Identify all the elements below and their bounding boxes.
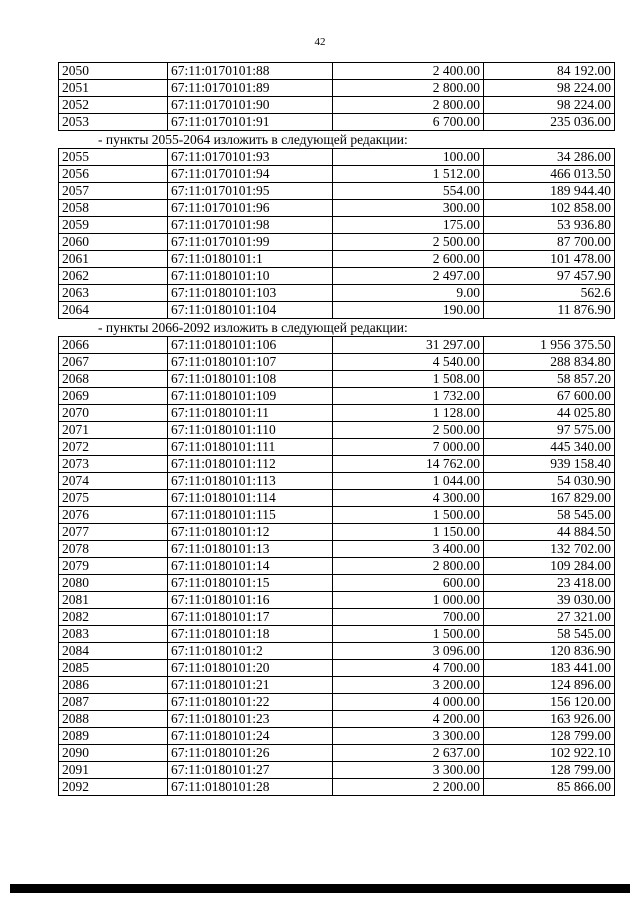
value-cell: 132 702.00: [484, 541, 615, 558]
cadastral-number-cell: 67:11:0180101:18: [168, 626, 333, 643]
value-cell: 54 030.90: [484, 473, 615, 490]
table-row: [59, 439, 615, 456]
table-row: [59, 422, 615, 439]
value-cell: 101 478.00: [484, 251, 615, 268]
table-row: [59, 779, 615, 796]
item-number-cell: 2087: [59, 694, 168, 711]
area-cell: 554.00: [333, 183, 484, 200]
item-number-cell: 2055: [59, 149, 168, 166]
cadastral-number-cell: 67:11:0180101:20: [168, 660, 333, 677]
item-number-cell: 2080: [59, 575, 168, 592]
item-number-cell: 2053: [59, 114, 168, 131]
value-cell: 120 836.90: [484, 643, 615, 660]
item-number-cell: 2059: [59, 217, 168, 234]
area-cell: 4 540.00: [333, 354, 484, 371]
cadastral-number-cell: 67:11:0180101:24: [168, 728, 333, 745]
cadastral-number-cell: 67:11:0180101:23: [168, 711, 333, 728]
value-cell: 163 926.00: [484, 711, 615, 728]
table-row: [59, 388, 615, 405]
item-number-cell: 2083: [59, 626, 168, 643]
value-cell: 128 799.00: [484, 728, 615, 745]
area-cell: 3 300.00: [333, 728, 484, 745]
item-number-cell: 2069: [59, 388, 168, 405]
cadastral-number-cell: 67:11:0180101:22: [168, 694, 333, 711]
cadastral-number-cell: 67:11:0170101:98: [168, 217, 333, 234]
item-number-cell: 2079: [59, 558, 168, 575]
area-cell: 4 700.00: [333, 660, 484, 677]
cadastral-number-cell: 67:11:0180101:26: [168, 745, 333, 762]
value-cell: 124 896.00: [484, 677, 615, 694]
cadastral-number-cell: 67:11:0180101:106: [168, 337, 333, 354]
item-number-cell: 2062: [59, 268, 168, 285]
value-cell: 58 857.20: [484, 371, 615, 388]
value-cell: 58 545.00: [484, 626, 615, 643]
table-row: [59, 200, 615, 217]
table-row: [59, 337, 615, 354]
value-cell: 1 956 375.50: [484, 337, 615, 354]
item-number-cell: 2092: [59, 779, 168, 796]
item-number-cell: 2060: [59, 234, 168, 251]
table-row: [59, 456, 615, 473]
area-cell: 2 497.00: [333, 268, 484, 285]
area-cell: 2 800.00: [333, 558, 484, 575]
table-row: [59, 592, 615, 609]
area-cell: 2 600.00: [333, 251, 484, 268]
area-cell: 14 762.00: [333, 456, 484, 473]
value-cell: 288 834.80: [484, 354, 615, 371]
cadastral-number-cell: 67:11:0170101:91: [168, 114, 333, 131]
value-cell: 97 575.00: [484, 422, 615, 439]
bottom-border-bar: [10, 884, 630, 893]
item-number-cell: 2072: [59, 439, 168, 456]
area-cell: 600.00: [333, 575, 484, 592]
value-cell: 44 884.50: [484, 524, 615, 541]
item-number-cell: 2056: [59, 166, 168, 183]
item-number-cell: 2091: [59, 762, 168, 779]
item-number-cell: 2077: [59, 524, 168, 541]
item-number-cell: 2075: [59, 490, 168, 507]
table-row: [59, 63, 615, 80]
item-number-cell: 2067: [59, 354, 168, 371]
value-cell: 84 192.00: [484, 63, 615, 80]
data-table: [58, 336, 615, 796]
cadastral-number-cell: 67:11:0180101:21: [168, 677, 333, 694]
cadastral-number-cell: 67:11:0180101:113: [168, 473, 333, 490]
area-cell: 3 200.00: [333, 677, 484, 694]
amendment-note: - пункты 2055-2064 изложить в следующей редакции:: [98, 132, 408, 147]
value-cell: 102 858.00: [484, 200, 615, 217]
area-cell: 1 044.00: [333, 473, 484, 490]
table-row: [59, 490, 615, 507]
value-cell: 235 036.00: [484, 114, 615, 131]
cadastral-number-cell: 67:11:0180101:114: [168, 490, 333, 507]
table-row: [59, 251, 615, 268]
value-cell: 53 936.80: [484, 217, 615, 234]
area-cell: 300.00: [333, 200, 484, 217]
item-number-cell: 2051: [59, 80, 168, 97]
table-row: [59, 405, 615, 422]
cadastral-number-cell: 67:11:0180101:10: [168, 268, 333, 285]
item-number-cell: 2081: [59, 592, 168, 609]
amendment-note: - пункты 2066-2092 изложить в следующей редакции:: [98, 320, 408, 335]
cadastral-number-cell: 67:11:0180101:2: [168, 643, 333, 660]
area-cell: 1 500.00: [333, 507, 484, 524]
area-cell: 2 800.00: [333, 97, 484, 114]
value-cell: 27 321.00: [484, 609, 615, 626]
table-row: [59, 80, 615, 97]
table-row: [59, 643, 615, 660]
page-number: 42: [314, 36, 326, 48]
cadastral-number-cell: 67:11:0180101:111: [168, 439, 333, 456]
table-row: [59, 507, 615, 524]
item-number-cell: 2073: [59, 456, 168, 473]
area-cell: 190.00: [333, 302, 484, 319]
cadastral-number-cell: 67:11:0180101:14: [168, 558, 333, 575]
table-row: [59, 524, 615, 541]
value-cell: 466 013.50: [484, 166, 615, 183]
table-row: [59, 183, 615, 200]
table-row: [59, 609, 615, 626]
area-cell: 1 512.00: [333, 166, 484, 183]
cadastral-number-cell: 67:11:0180101:11: [168, 405, 333, 422]
item-number-cell: 2089: [59, 728, 168, 745]
area-cell: 4 000.00: [333, 694, 484, 711]
value-cell: 445 340.00: [484, 439, 615, 456]
item-number-cell: 2050: [59, 63, 168, 80]
cadastral-number-cell: 67:11:0180101:104: [168, 302, 333, 319]
area-cell: 1 508.00: [333, 371, 484, 388]
area-cell: 31 297.00: [333, 337, 484, 354]
table-row: [59, 234, 615, 251]
table-row: [59, 677, 615, 694]
cadastral-number-cell: 67:11:0180101:1: [168, 251, 333, 268]
area-cell: 2 400.00: [333, 63, 484, 80]
area-cell: 4 200.00: [333, 711, 484, 728]
table-row: [59, 371, 615, 388]
table-row: [59, 166, 615, 183]
cadastral-number-cell: 67:11:0180101:109: [168, 388, 333, 405]
table-row: [59, 149, 615, 166]
value-cell: 23 418.00: [484, 575, 615, 592]
value-cell: 85 866.00: [484, 779, 615, 796]
item-number-cell: 2074: [59, 473, 168, 490]
cadastral-number-cell: 67:11:0180101:13: [168, 541, 333, 558]
value-cell: 939 158.40: [484, 456, 615, 473]
value-cell: 189 944.40: [484, 183, 615, 200]
area-cell: 7 000.00: [333, 439, 484, 456]
cadastral-number-cell: 67:11:0170101:94: [168, 166, 333, 183]
table-row: [59, 626, 615, 643]
table-row: [59, 660, 615, 677]
item-number-cell: 2076: [59, 507, 168, 524]
value-cell: 109 284.00: [484, 558, 615, 575]
cadastral-number-cell: 67:11:0180101:15: [168, 575, 333, 592]
area-cell: 2 500.00: [333, 234, 484, 251]
table-row: [59, 285, 615, 302]
value-cell: 67 600.00: [484, 388, 615, 405]
cadastral-number-cell: 67:11:0180101:16: [168, 592, 333, 609]
area-cell: 6 700.00: [333, 114, 484, 131]
area-cell: 3 096.00: [333, 643, 484, 660]
cadastral-number-cell: 67:11:0180101:115: [168, 507, 333, 524]
area-cell: 1 150.00: [333, 524, 484, 541]
cadastral-number-cell: 67:11:0170101:99: [168, 234, 333, 251]
cadastral-number-cell: 67:11:0180101:110: [168, 422, 333, 439]
table-row: [59, 541, 615, 558]
cadastral-number-cell: 67:11:0180101:12: [168, 524, 333, 541]
cadastral-number-cell: 67:11:0170101:89: [168, 80, 333, 97]
cadastral-number-cell: 67:11:0170101:90: [168, 97, 333, 114]
table-row: [59, 268, 615, 285]
area-cell: 9.00: [333, 285, 484, 302]
item-number-cell: 2058: [59, 200, 168, 217]
area-cell: 175.00: [333, 217, 484, 234]
value-cell: 44 025.80: [484, 405, 615, 422]
item-number-cell: 2063: [59, 285, 168, 302]
cadastral-number-cell: 67:11:0170101:95: [168, 183, 333, 200]
value-cell: 98 224.00: [484, 97, 615, 114]
item-number-cell: 2071: [59, 422, 168, 439]
value-cell: 98 224.00: [484, 80, 615, 97]
item-number-cell: 2052: [59, 97, 168, 114]
value-cell: 156 120.00: [484, 694, 615, 711]
table-row: [59, 473, 615, 490]
item-number-cell: 2057: [59, 183, 168, 200]
data-table: [58, 148, 615, 319]
item-number-cell: 2084: [59, 643, 168, 660]
cadastral-number-cell: 67:11:0180101:28: [168, 779, 333, 796]
table-row: [59, 114, 615, 131]
item-number-cell: 2085: [59, 660, 168, 677]
table-row: [59, 97, 615, 114]
value-cell: 34 286.00: [484, 149, 615, 166]
area-cell: 1 732.00: [333, 388, 484, 405]
value-cell: 183 441.00: [484, 660, 615, 677]
table-row: [59, 558, 615, 575]
value-cell: 562.6: [484, 285, 615, 302]
cadastral-number-cell: 67:11:0180101:17: [168, 609, 333, 626]
table-row: [59, 728, 615, 745]
table-row: [59, 354, 615, 371]
area-cell: 700.00: [333, 609, 484, 626]
area-cell: 4 300.00: [333, 490, 484, 507]
cadastral-number-cell: 67:11:0180101:27: [168, 762, 333, 779]
cadastral-number-cell: 67:11:0180101:112: [168, 456, 333, 473]
area-cell: 3 400.00: [333, 541, 484, 558]
item-number-cell: 2078: [59, 541, 168, 558]
data-table: [58, 62, 615, 131]
cadastral-number-cell: 67:11:0170101:93: [168, 149, 333, 166]
table-row: [59, 217, 615, 234]
area-cell: 1 128.00: [333, 405, 484, 422]
item-number-cell: 2088: [59, 711, 168, 728]
cadastral-number-cell: 67:11:0170101:96: [168, 200, 333, 217]
document-body: [58, 62, 612, 796]
area-cell: 2 200.00: [333, 779, 484, 796]
item-number-cell: 2090: [59, 745, 168, 762]
cadastral-number-cell: 67:11:0180101:108: [168, 371, 333, 388]
area-cell: 3 300.00: [333, 762, 484, 779]
item-number-cell: 2064: [59, 302, 168, 319]
table-row: [59, 694, 615, 711]
area-cell: 1 500.00: [333, 626, 484, 643]
area-cell: 2 800.00: [333, 80, 484, 97]
value-cell: 97 457.90: [484, 268, 615, 285]
item-number-cell: 2061: [59, 251, 168, 268]
table-row: [59, 302, 615, 319]
area-cell: 100.00: [333, 149, 484, 166]
value-cell: 102 922.10: [484, 745, 615, 762]
item-number-cell: 2086: [59, 677, 168, 694]
cadastral-number-cell: 67:11:0170101:88: [168, 63, 333, 80]
table-row: [59, 575, 615, 592]
cadastral-number-cell: 67:11:0180101:107: [168, 354, 333, 371]
table-row: [59, 745, 615, 762]
value-cell: 87 700.00: [484, 234, 615, 251]
item-number-cell: 2070: [59, 405, 168, 422]
item-number-cell: 2068: [59, 371, 168, 388]
value-cell: 11 876.90: [484, 302, 615, 319]
area-cell: 2 637.00: [333, 745, 484, 762]
value-cell: 128 799.00: [484, 762, 615, 779]
value-cell: 39 030.00: [484, 592, 615, 609]
item-number-cell: 2082: [59, 609, 168, 626]
value-cell: 167 829.00: [484, 490, 615, 507]
table-row: [59, 711, 615, 728]
area-cell: 2 500.00: [333, 422, 484, 439]
area-cell: 1 000.00: [333, 592, 484, 609]
cadastral-number-cell: 67:11:0180101:103: [168, 285, 333, 302]
table-row: [59, 762, 615, 779]
value-cell: 58 545.00: [484, 507, 615, 524]
item-number-cell: 2066: [59, 337, 168, 354]
